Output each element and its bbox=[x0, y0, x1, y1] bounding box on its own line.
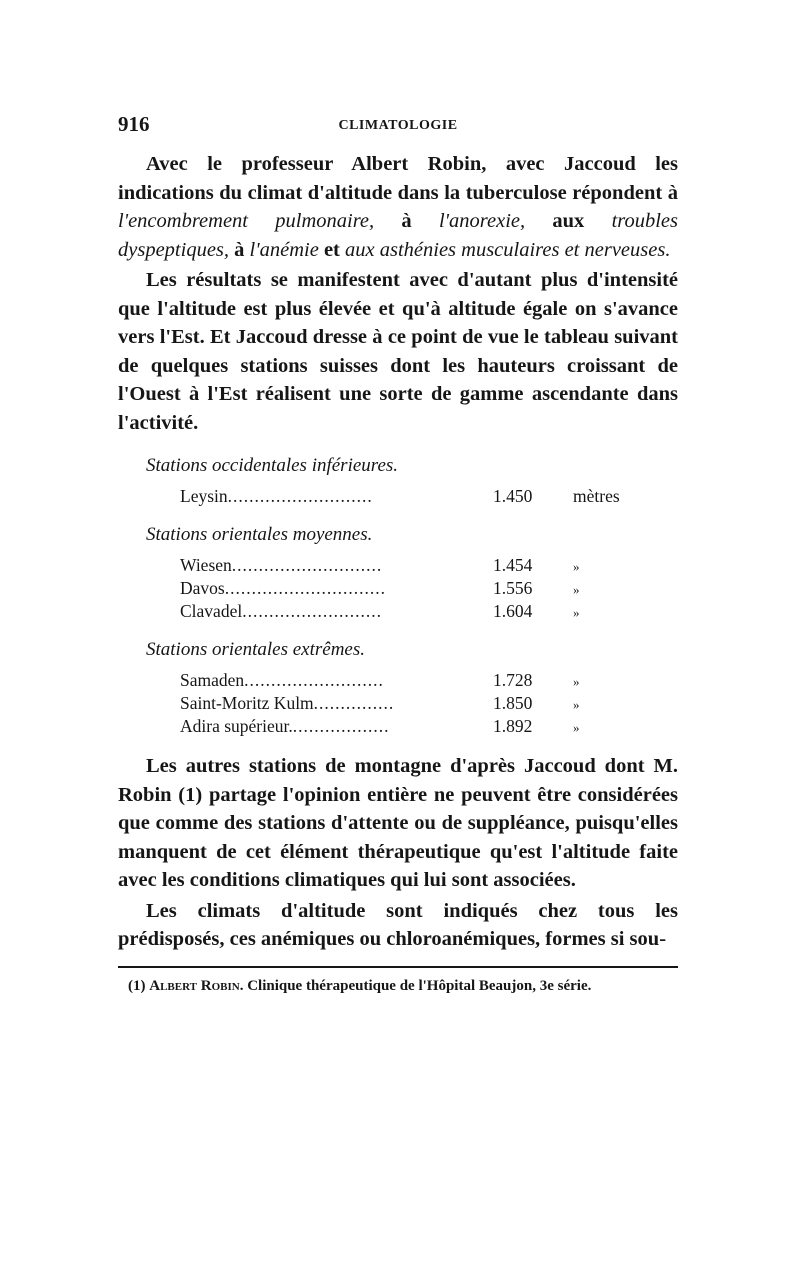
station-row bbox=[180, 692, 678, 715]
station-altitude: 1.892 bbox=[493, 716, 533, 736]
ditto-mark: » bbox=[573, 720, 580, 735]
station-altitude: 1.604 bbox=[493, 601, 533, 621]
ditto-mark: » bbox=[573, 559, 580, 574]
station-unit: mètres bbox=[573, 486, 620, 506]
station-group-heading: Stations occidentales inférieures. bbox=[146, 455, 399, 476]
text-run: Avec le professeur Albert Robin, avec Jaccoud les indications du climat d'altitude dans la tuberculose répondent à bbox=[118, 153, 678, 204]
running-title: CLIMATOLOGIE bbox=[338, 118, 458, 133]
ditto-mark: » bbox=[573, 697, 580, 712]
station-altitude: 1.450 bbox=[493, 486, 533, 506]
ditto-mark: » bbox=[573, 674, 580, 689]
station-row bbox=[180, 485, 678, 508]
paragraph-indications bbox=[118, 150, 678, 264]
station-table-orientales-extremes bbox=[118, 669, 678, 738]
italic-term: l'anorexie, bbox=[438, 210, 526, 232]
station-table-orientales-moyennes bbox=[118, 554, 678, 623]
station-row bbox=[180, 577, 678, 600]
station-name: Saint-Moritz Kulm............... bbox=[180, 693, 395, 713]
italic-term: aux asthénies musculaires et nerveuses. bbox=[345, 238, 671, 261]
ditto-mark: » bbox=[573, 605, 580, 620]
station-altitude: 1.556 bbox=[493, 578, 533, 598]
footnote-divider bbox=[118, 966, 678, 968]
station-row bbox=[180, 715, 678, 738]
station-name: Leysin........................... bbox=[180, 486, 373, 506]
station-table-occidental bbox=[118, 485, 678, 508]
station-row bbox=[180, 554, 678, 577]
station-group-heading: Stations orientales extrêmes. bbox=[146, 639, 365, 660]
page bbox=[118, 110, 678, 995]
footnote-marker: (1) bbox=[128, 977, 150, 994]
text-run: à bbox=[374, 210, 439, 232]
italic-term: l'encombrement pulmonaire, bbox=[118, 210, 375, 232]
text-run: et bbox=[318, 238, 345, 261]
paragraph-climates: Les climats d'altitude sont indiqués chez tous les prédisposés, ces anémiques ou chloroanémiques, formes si sou- bbox=[118, 899, 678, 950]
station-name: Adira supérieur................... bbox=[180, 716, 390, 736]
footnote-text: Clinique thérapeutique de l'Hôpital Beaujon, 3e série. bbox=[243, 977, 592, 994]
station-name: Clavadel.......................... bbox=[180, 601, 382, 621]
station-name: Davos.............................. bbox=[180, 578, 386, 598]
text-run: à bbox=[229, 238, 250, 261]
station-group-heading: Stations orientales moyennes. bbox=[146, 524, 373, 545]
station-name: Samaden.......................... bbox=[180, 670, 384, 690]
text-run: aux bbox=[525, 210, 612, 232]
footnote bbox=[118, 978, 678, 995]
paragraph-other-stations: Les autres stations de montagne d'après Jaccoud dont M. Robin (1) partage l'opinion entière ne peuvent être considérées que comme des stations d'attente ou de suppléance, puisqu'elles manquent de cet élément thérapeutique qu'est l'altitude faite avec les conditions climatiques qui lui sont associées. bbox=[118, 755, 678, 891]
italic-term: troubles dyspeptiques, bbox=[118, 210, 679, 261]
ditto-mark: » bbox=[573, 582, 580, 597]
paragraph-results: Les résultats se manifestent avec d'autant plus d'intensité que l'altitude est plus élevée et qu'à altitude égale on s'avance vers l'Est. Et Jaccoud dresse à ce point de vue le tableau suivant de quelques stations suisses dont les hauteurs croissant de l'Ouest à l'Est réalisent une sorte de gamme ascendante dans l'activité. bbox=[118, 269, 678, 434]
station-name: Wiesen............................ bbox=[180, 555, 383, 575]
station-row bbox=[180, 600, 678, 623]
page-number: 916 bbox=[118, 112, 150, 136]
station-row bbox=[180, 669, 678, 692]
page-header bbox=[118, 110, 678, 142]
footnote-author: Albert Robin. bbox=[149, 977, 244, 994]
station-altitude: 1.850 bbox=[493, 693, 533, 713]
station-altitude: 1.728 bbox=[493, 670, 533, 690]
station-altitude: 1.454 bbox=[493, 555, 533, 575]
italic-term: l'anémie bbox=[249, 238, 319, 261]
